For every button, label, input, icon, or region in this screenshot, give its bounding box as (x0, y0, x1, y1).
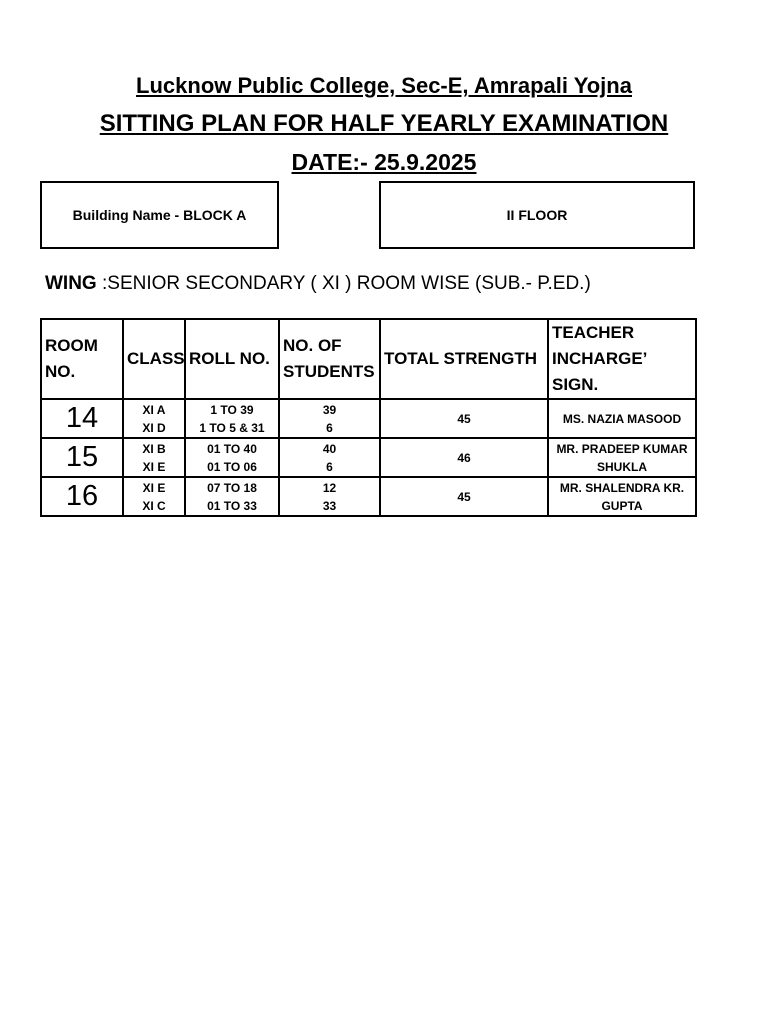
college-name: Lucknow Public College, Sec-E, Amrapali Yojna (136, 73, 632, 98)
class-cell: XI E XI C (123, 477, 185, 516)
teacher-cell: MR. SHALENDRA KR. GUPTA (548, 477, 696, 516)
header-room-no: ROOM NO. (41, 319, 123, 399)
teacher-cell: MR. PRADEEP KUMAR SHUKLA (548, 438, 696, 477)
header-roll-no: ROLL NO. (185, 319, 279, 399)
class-cell: XI B XI E (123, 438, 185, 477)
exam-date: DATE:- 25.9.2025 (291, 149, 477, 175)
wing-line (45, 273, 591, 295)
students-cell: 39 6 (279, 399, 380, 438)
wing-text: :SENIOR SECONDARY ( XI ) ROOM WISE (SUB.- P.ED.) (96, 273, 591, 294)
floor-label: II FLOOR (506, 207, 568, 223)
floor-box (379, 181, 695, 249)
building-name-label: Building Name - BLOCK A (72, 207, 247, 223)
table-header-row (41, 319, 696, 399)
students-cell: 40 6 (279, 438, 380, 477)
table-row (41, 477, 696, 516)
table-row (41, 399, 696, 438)
teacher-cell: MS. NAZIA MASOOD (548, 399, 696, 438)
header-class: CLASS (123, 319, 185, 399)
page-title: SITTING PLAN FOR HALF YEARLY EXAMINATION (99, 110, 669, 137)
roll-no-cell: 01 TO 40 01 TO 06 (185, 438, 279, 477)
header-total-strength: TOTAL STRENGTH (380, 319, 548, 399)
students-cell: 12 33 (279, 477, 380, 516)
roll-no-cell: 07 TO 18 01 TO 33 (185, 477, 279, 516)
room-no-cell: 16 (41, 477, 123, 516)
header-no-of-students: NO. OF STUDENTS (279, 319, 380, 399)
room-no-cell: 15 (41, 438, 123, 477)
strength-cell: 45 (380, 399, 548, 438)
class-cell: XI A XI D (123, 399, 185, 438)
room-no-cell: 14 (41, 399, 123, 438)
header-teacher-sign: TEACHER INCHARGE’ SIGN. (548, 319, 696, 399)
strength-cell: 46 (380, 438, 548, 477)
building-name-box (40, 181, 279, 249)
wing-label: WING (45, 273, 97, 294)
table-row (41, 438, 696, 477)
strength-cell: 45 (380, 477, 548, 516)
roll-no-cell: 1 TO 39 1 TO 5 & 31 (185, 399, 279, 438)
sitting-plan-table (40, 318, 697, 517)
